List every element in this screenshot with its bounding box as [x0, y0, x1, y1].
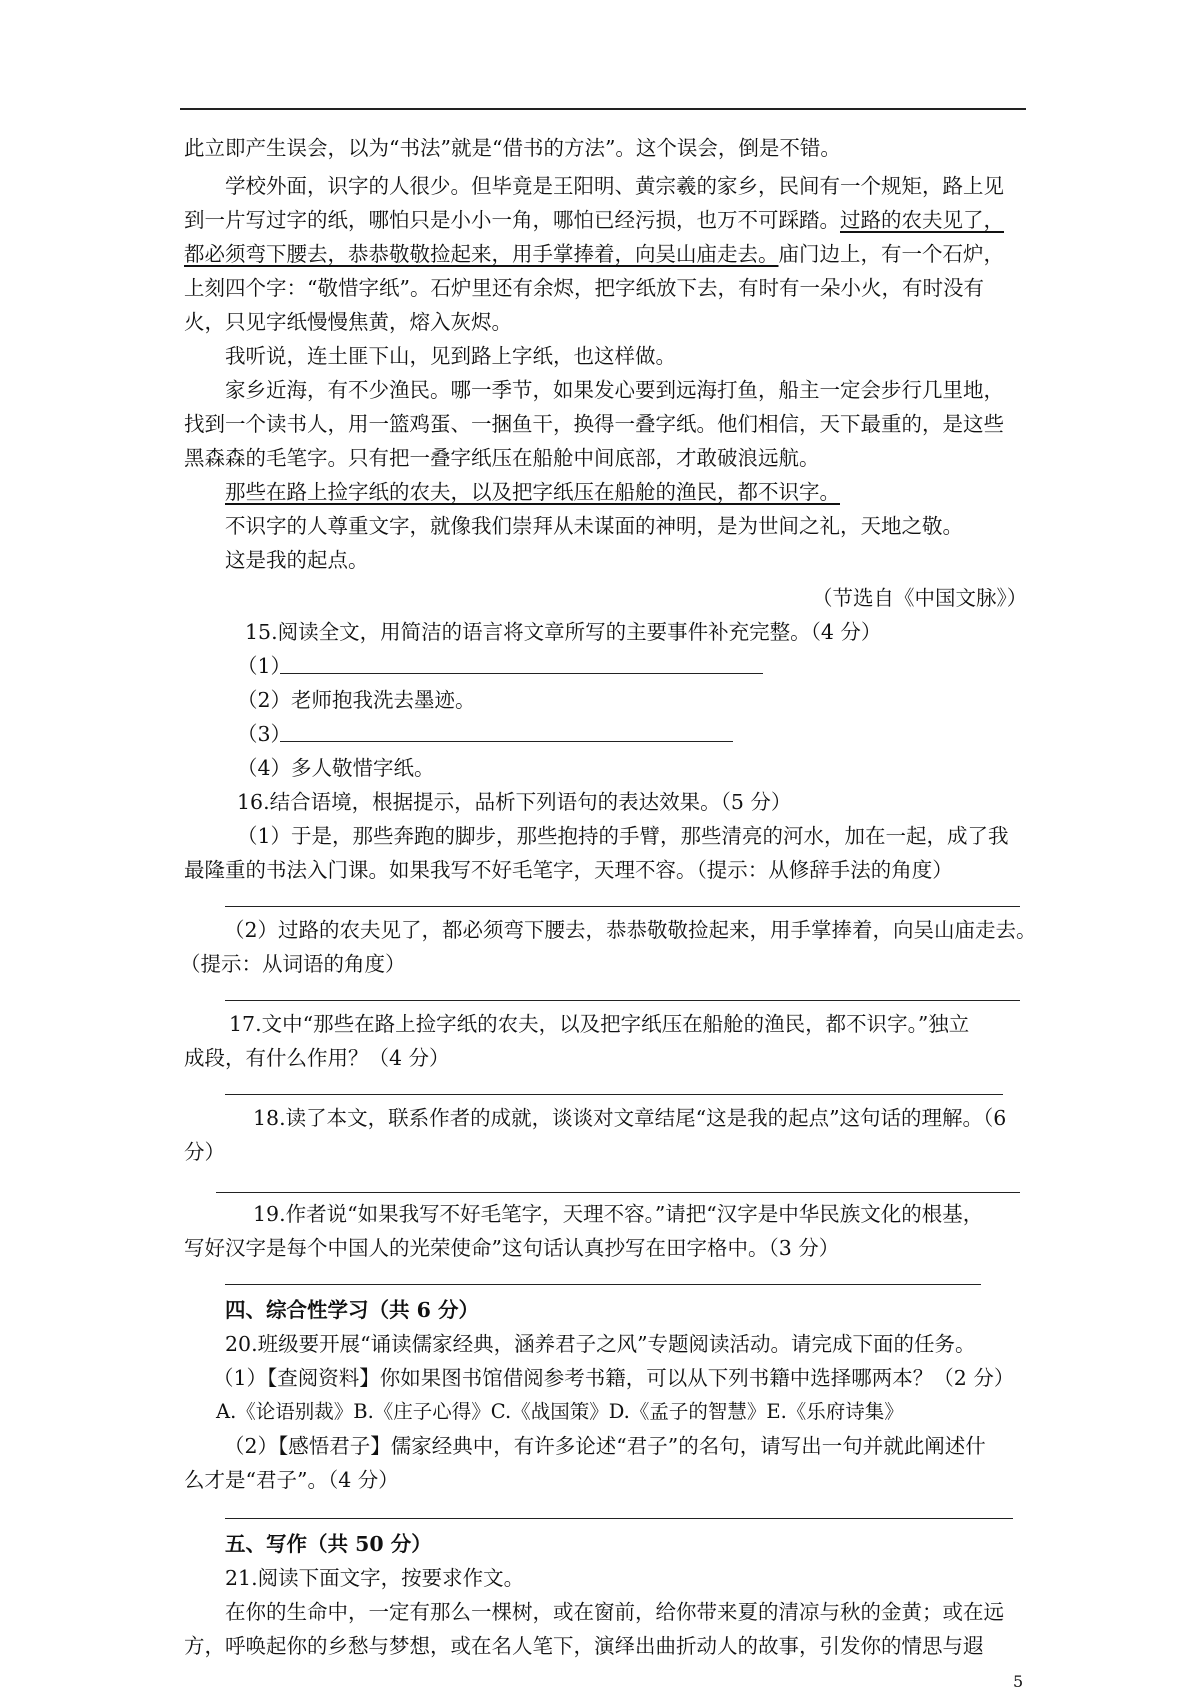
- question-15: 15.阅读全文，用简洁的语言将文章所写的主要事件补充完整。（4 分）: [245, 620, 882, 644]
- answer-line: [280, 673, 763, 674]
- passage-line: 上刻四个字：“敬惜字纸”。石炉里还有余烬，把字纸放下去，有时有一朵小火，有时没有: [184, 276, 984, 300]
- answer-line: [225, 906, 1020, 907]
- q20-item-2-cont: 么才是“君子”。（4 分）: [184, 1468, 399, 1492]
- question-19: 19.作者说“如果我写不好毛笔字，天理不容。”请把“汉字是中华民族文化的根基，: [253, 1202, 984, 1226]
- section-5-title: 五、写作（共 50 分）: [225, 1532, 432, 1556]
- question-21: 21.阅读下面文字，按要求作文。: [225, 1566, 525, 1590]
- passage-line: 不识字的人尊重文字，就像我们崇拜从未谋面的神明，是为世间之礼，天地之敬。: [225, 514, 963, 538]
- underlined-sentence: 过路的农夫见了，: [840, 208, 1004, 232]
- q15-item-4: （4）多人敬惜字纸。: [237, 756, 435, 780]
- passage-line: 学校外面，识字的人很少。但毕竟是王阳明、黄宗羲的家乡，民间有一个规矩，路上见: [225, 174, 1004, 198]
- underlined-paragraph: 那些在路上捡字纸的农夫，以及把字纸压在船舱的渔民，都不识字。: [225, 480, 840, 504]
- passage-line: 找到一个读书人，用一篮鸡蛋、一捆鱼干，换得一叠字纸。他们相信，天下最重的，是这些: [184, 412, 1004, 436]
- passage-text: 庙门边上，有一个石炉，: [778, 242, 1004, 266]
- q15-item-3: （3）: [237, 722, 292, 746]
- answer-line: [225, 1518, 1013, 1519]
- answer-line: [225, 1000, 1020, 1001]
- question-20: 20.班级要开展“诵读儒家经典，涵养君子之风”专题阅读活动。请完成下面的任务。: [225, 1332, 976, 1356]
- passage-line: 家乡近海，有不少渔民。哪一季节，如果发心要到远海打鱼，船主一定会步行几里地，: [225, 378, 1004, 402]
- answer-line: [225, 1284, 981, 1285]
- question-19-cont: 写好汉字是每个中国人的光荣使命”这句话认真抄写在田字格中。（3 分）: [184, 1236, 840, 1260]
- q15-item-2: （2）老师抱我洗去墨迹。: [237, 688, 476, 712]
- prompt-line: 在你的生命中，一定有那么一棵树，或在窗前，给你带来夏的清凉与秋的金黄；或在远: [225, 1600, 1004, 1624]
- q16-item-2: （2）过路的农夫见了，都必须弯下腰去，恭恭敬敬捡起来，用手掌捧着，向吴山庙走去。: [224, 918, 1037, 942]
- passage-line: 此立即产生误会，以为“书法”就是“借书的方法”。这个误会，倒是不错。: [184, 136, 841, 160]
- question-18-cont: 分）: [184, 1140, 225, 1164]
- passage-line: 黑森森的毛笔字。只有把一叠字纸压在船舱中间底部，才敢破浪远航。: [184, 446, 820, 470]
- answer-line: [280, 741, 733, 742]
- passage-line: 火，只见字纸慢慢焦黄，熔入灰烬。: [184, 310, 512, 334]
- page-number: 5: [1013, 1672, 1024, 1691]
- answer-line: [216, 1192, 1020, 1193]
- question-18: 18.读了本文，联系作者的成就，谈谈对文章结尾“这是我的起点”这句话的理解。（6: [253, 1106, 1007, 1130]
- q20-options: A.《论语别裁》B.《庄子心得》C.《战国策》D.《孟子的智慧》E.《乐府诗集》: [216, 1400, 904, 1423]
- passage-line: 我听说，连土匪下山，见到路上字纸，也这样做。: [225, 344, 676, 368]
- answer-line: [225, 1094, 1003, 1095]
- q20-item-1: （1）【查阅资料】你如果图书馆借阅参考书籍，可以从下列书籍中选择哪两本？（2 分）: [213, 1366, 1015, 1390]
- question-17: 17.文中“那些在路上捡字纸的农夫，以及把字纸压在船舱的渔民，都不识字。”独立: [229, 1012, 970, 1036]
- underlined-sentence: 都必须弯下腰去，恭恭敬敬捡起来，用手掌捧着，向吴山庙走去。: [184, 242, 779, 266]
- q16-item-1-cont: 最隆重的书法入门课。如果我写不好毛笔字，天理不容。（提示：从修辞手法的角度）: [184, 858, 953, 882]
- passage-line: 这是我的起点。: [225, 548, 369, 572]
- q15-item-1: （1）: [237, 654, 292, 678]
- passage-text: 到一片写过字的纸，哪怕只是小小一角，哪怕已经污损，也万不可踩踏。: [184, 208, 840, 232]
- q20-item-2: （2）【感悟君子】儒家经典中，有许多论述“君子”的名句，请写出一句并就此阐述什: [224, 1434, 986, 1458]
- passage-line: [184, 206, 1004, 234]
- source-citation: （节选自《中国文脉》）: [812, 586, 1028, 610]
- section-4-title: 四、综合性学习（共 6 分）: [225, 1298, 480, 1322]
- header-rule: [180, 108, 1026, 110]
- q16-item-2-cont: （提示：从词语的角度）: [180, 952, 406, 976]
- q16-item-1: （1）于是，那些奔跑的脚步，那些抱持的手臂，那些清亮的河水，加在一起，成了我: [237, 824, 1009, 848]
- question-17-cont: 成段，有什么作用？（4 分）: [184, 1046, 450, 1070]
- question-16: 16.结合语境，根据提示，品析下列语句的表达效果。（5 分）: [237, 790, 792, 814]
- passage-line: [184, 240, 1004, 268]
- prompt-line: 方，呼唤起你的乡愁与梦想，或在名人笔下，演绎出曲折动人的故事，引发你的情思与遐: [184, 1634, 984, 1658]
